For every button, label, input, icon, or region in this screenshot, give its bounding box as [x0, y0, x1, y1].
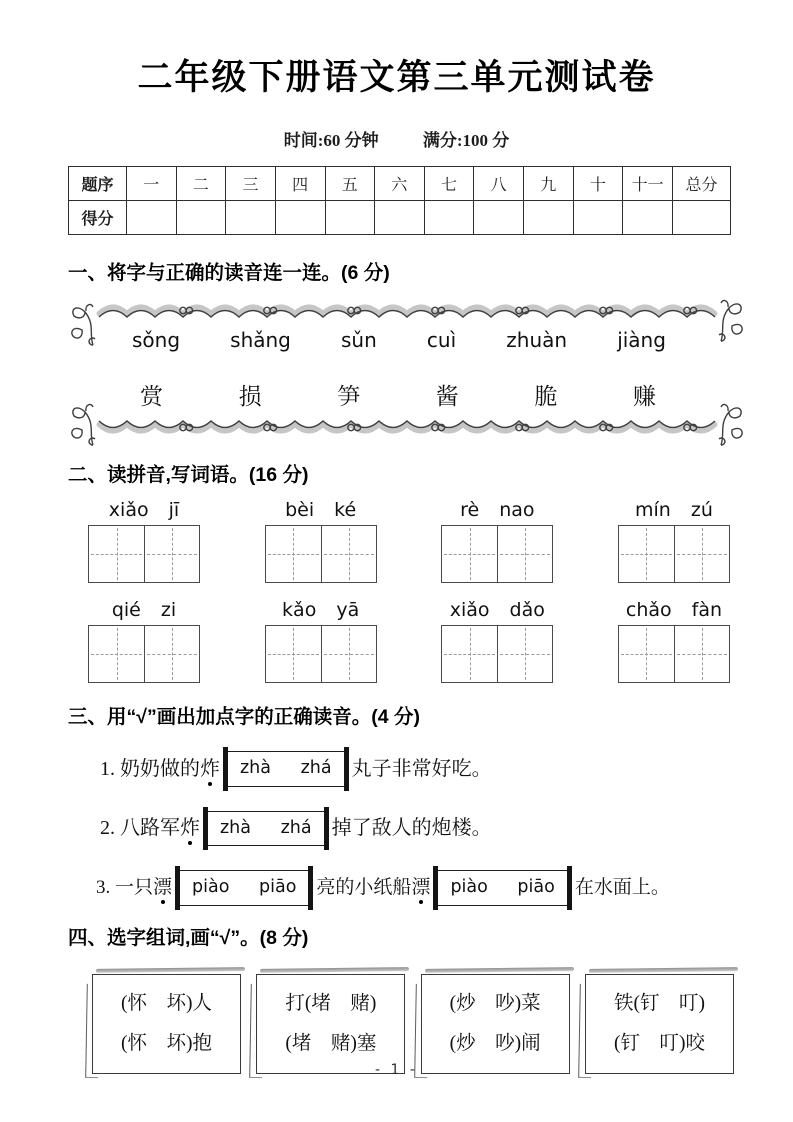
- character-option: 脆: [534, 384, 558, 409]
- pinyin-option: zhuàn: [506, 328, 568, 352]
- sentence-text: 掉了敌人的炮楼。: [331, 817, 492, 840]
- choice-line: 铁(钉 叮): [613, 992, 705, 1014]
- word-pinyin: xiǎo jī: [108, 499, 180, 521]
- writing-cell: [144, 626, 199, 682]
- writing-cell: [619, 526, 674, 582]
- writing-grid: [88, 525, 200, 583]
- word-group: [88, 499, 200, 583]
- word-group: [618, 599, 730, 683]
- writing-grid: [88, 625, 200, 683]
- full-score: 满分:100 分: [422, 131, 510, 150]
- points-cell: [524, 201, 574, 235]
- pinyin-option: jiàng: [617, 328, 666, 352]
- word-group: [441, 599, 553, 683]
- points-cell: [424, 201, 474, 235]
- points-row-label: 得分: [69, 201, 127, 235]
- sentence-text: 1. 奶奶做的: [100, 757, 200, 780]
- points-cell: [127, 201, 177, 235]
- writing-grid: [618, 525, 730, 583]
- sentence-text: 在水面上。: [574, 877, 670, 899]
- pronunciation-option-box: zhà zhá: [204, 811, 328, 847]
- points-cell: [623, 201, 673, 235]
- writing-grid: [441, 525, 553, 583]
- writing-cell: [442, 626, 497, 682]
- dotted-character: 炸: [200, 757, 220, 780]
- word-group: [265, 499, 377, 583]
- character-option: 赚: [632, 384, 656, 409]
- score-header-cell: 七: [424, 167, 474, 201]
- character-band: [96, 376, 718, 439]
- sentence-text: 2. 八路军: [100, 817, 180, 840]
- writing-cell: [497, 526, 552, 582]
- word-pinyin: kǎo yā: [282, 599, 360, 621]
- sentence-item: [96, 870, 793, 906]
- page-number: - 1 -: [375, 1062, 418, 1078]
- section-two-heading: 二、读拼音,写词语。(16 分): [68, 464, 309, 486]
- score-header-cell: 四: [275, 167, 325, 201]
- leaf-ornament-icon: [68, 303, 98, 347]
- writing-cell: [619, 626, 674, 682]
- vine-border-icon: [96, 299, 718, 325]
- score-header-cell: 二: [176, 167, 226, 201]
- points-cell: [176, 201, 226, 235]
- word-pinyin: rè nao: [460, 499, 535, 521]
- choice-line: 打(堵 赌): [285, 992, 377, 1014]
- pinyin-option: sǒng: [132, 328, 181, 352]
- points-cell: [673, 201, 731, 235]
- dotted-character: 漂: [153, 877, 173, 899]
- writing-cell: [89, 626, 144, 682]
- leaf-ornament-icon: [716, 403, 746, 447]
- word-pinyin: qié zi: [111, 599, 177, 621]
- word-pinyin: mín zú: [635, 499, 713, 521]
- choice-card: [585, 974, 734, 1074]
- writing-cell: [266, 526, 321, 582]
- sentence-text: 丸子非常好吃。: [351, 757, 492, 780]
- sentence-text: 亮的小纸船: [316, 877, 412, 899]
- choice-line: (炒 吵)闹: [449, 1032, 541, 1054]
- writing-words-row: [88, 499, 730, 583]
- pinyin-option: cuì: [426, 328, 457, 352]
- character-option: 赏: [140, 384, 163, 409]
- score-table-header-row: [69, 167, 731, 201]
- pinyin-options-row: [96, 325, 718, 356]
- points-cell: [573, 201, 623, 235]
- pinyin-band: [96, 299, 718, 356]
- score-table-points-row: [69, 201, 731, 235]
- sentence-item: [100, 811, 793, 847]
- character-option: 损: [238, 384, 262, 409]
- choice-line: (钉 叮)咬: [613, 1032, 705, 1054]
- word-group: [618, 499, 730, 583]
- pronunciation-option-box: zhà zhá: [224, 751, 348, 787]
- choice-line: (炒 吵)菜: [449, 992, 541, 1014]
- score-table: [68, 166, 731, 235]
- word-group: [265, 599, 377, 683]
- score-header-cell: 总分: [673, 167, 731, 201]
- leaf-ornament-icon: [716, 299, 746, 343]
- character-option: 笋: [337, 384, 361, 409]
- score-header-cell: 六: [375, 167, 425, 201]
- writing-cell: [321, 626, 376, 682]
- score-header-cell: 十: [573, 167, 623, 201]
- points-cell: [275, 201, 325, 235]
- leaf-ornament-icon: [68, 403, 98, 447]
- writing-grid: [618, 625, 730, 683]
- writing-cell: [497, 626, 552, 682]
- choice-card: [421, 974, 570, 1074]
- pinyin-option: sǔn: [341, 328, 377, 352]
- points-cell: [375, 201, 425, 235]
- pronunciation-option-box: piào piāo: [176, 870, 312, 906]
- points-cell: [325, 201, 375, 235]
- score-header-cell: 一: [127, 167, 177, 201]
- writing-cell: [266, 626, 321, 682]
- time-limit: 时间:60 分钟: [283, 131, 379, 150]
- page-title: 二年级下册语文第三单元测试卷: [137, 58, 656, 97]
- choice-card: [256, 974, 405, 1074]
- vine-border-icon: [96, 413, 718, 439]
- sentence-item: [100, 751, 793, 787]
- section-three-heading: 三、用“√”画出加点字的正确读音。(4 分): [68, 706, 420, 728]
- choice-line: (怀 坏)抱: [121, 1032, 212, 1054]
- writing-cell: [674, 526, 729, 582]
- score-header-label: 题序: [69, 167, 127, 201]
- section-one-heading: 一、将字与正确的读音连一连。(6 分): [68, 262, 390, 284]
- dotted-character: 炸: [180, 817, 200, 840]
- pronunciation-option-box: piào piāo: [434, 870, 570, 906]
- score-header-cell: 八: [474, 167, 524, 201]
- writing-cell: [674, 626, 729, 682]
- writing-grid: [265, 625, 377, 683]
- word-pinyin: chǎo fàn: [625, 599, 723, 621]
- score-header-cell: 九: [524, 167, 574, 201]
- word-pinyin: bèi ké: [285, 499, 357, 521]
- choice-card: [92, 974, 241, 1074]
- writing-words-row: [88, 599, 730, 683]
- score-header-cell: 五: [325, 167, 375, 201]
- writing-cell: [144, 526, 199, 582]
- dotted-character: 漂: [411, 877, 431, 899]
- character-option: 酱: [435, 384, 459, 409]
- word-group: [88, 599, 200, 683]
- points-cell: [226, 201, 276, 235]
- writing-cell: [442, 526, 497, 582]
- character-options-row: [96, 376, 718, 413]
- word-group: [441, 499, 553, 583]
- exam-meta: [0, 126, 793, 151]
- choice-line: (怀 坏)人: [121, 992, 212, 1014]
- writing-grid: [265, 525, 377, 583]
- writing-cell: [321, 526, 376, 582]
- points-cell: [474, 201, 524, 235]
- score-header-cell: 十一: [623, 167, 673, 201]
- section-four-heading: 四、选字组词,画“√”。(8 分): [68, 926, 309, 949]
- word-pinyin: xiǎo dǎo: [449, 599, 545, 621]
- score-header-cell: 三: [226, 167, 276, 201]
- pinyin-option: shǎng: [230, 328, 291, 352]
- writing-cell: [89, 526, 144, 582]
- sentence-text: 3. 一只: [96, 877, 154, 899]
- choice-cards-row: [92, 974, 734, 1074]
- choice-line: (堵 赌)塞: [285, 1032, 377, 1054]
- writing-grid: [441, 625, 553, 683]
